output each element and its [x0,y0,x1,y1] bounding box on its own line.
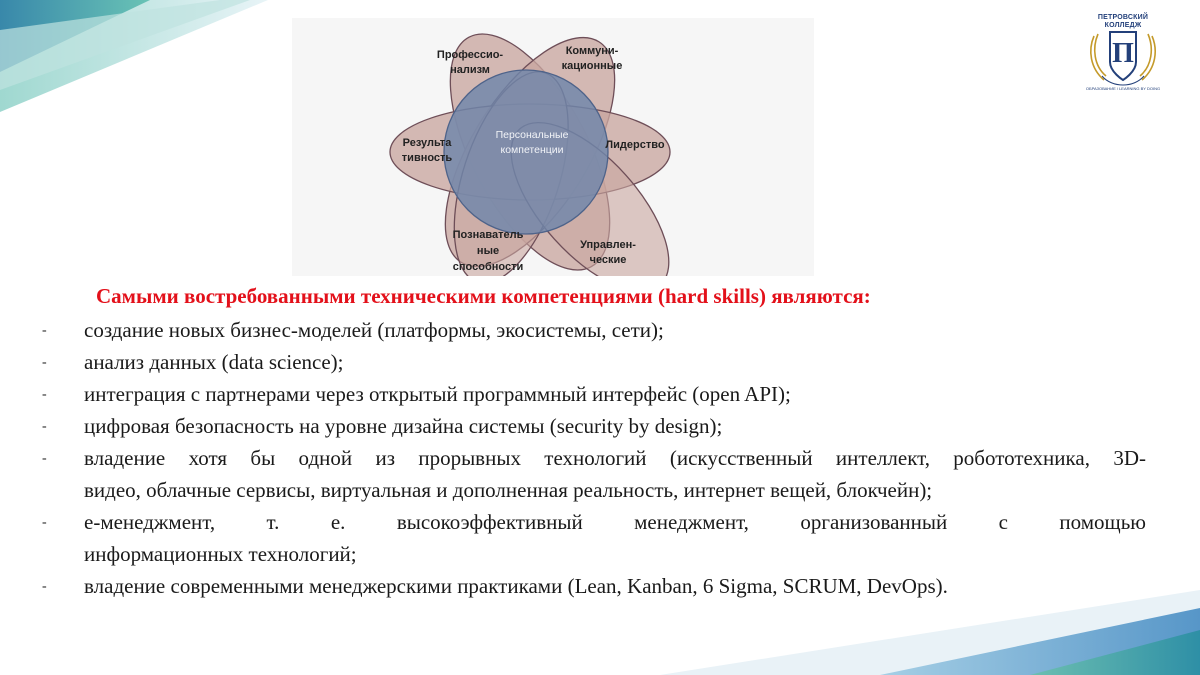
list-item [40,346,1146,378]
svg-text:П: П [1112,38,1134,69]
list-item [40,570,1146,602]
bullet-marker: - [42,579,47,594]
petal-label-communication: Коммуни-кационные [561,45,623,72]
list-item-text-line1: владение хотя бы одной из прорывных технологий (искусственный интеллект, робототехника, 3D- [84,446,1146,470]
list-item-text: интеграция с партнерами через открытый программный интерфейс (open API); [84,382,791,406]
hard-skills-list [40,314,1146,602]
list-item [40,442,1146,506]
list-item-text: создание новых бизнес-моделей (платформы, экосистемы, сети); [84,318,664,342]
list-item-text-line1: е-менеджмент, т. е. высокоэффективный менеджмент, организованный с помощью [84,510,1146,534]
list-item-text-line2: видео, облачные сервисы, виртуальная и дополненная реальность, интернет вещей, блокчейн); [84,478,933,502]
petal-label-cognitive: Познаватель ные способности [452,229,524,273]
list-item [40,410,1146,442]
center-label: Персональные компетенции [495,129,569,156]
list-item [40,506,1146,570]
petal-label-leadership: Лидерство [605,139,665,151]
list-item [40,314,1146,346]
list-item-text-line2: информационных технологий; [84,542,357,566]
bullet-marker: - [42,355,47,370]
bullet-marker: - [42,387,47,402]
college-name-line1: ПЕТРОВСКИЙ [1097,14,1149,21]
list-item-text: анализ данных (data science); [84,350,344,374]
petal-label-managerial: Управлен-ческие [580,239,636,266]
list-item-text: владение современными менеджерскими практиками (Lean, Kanban, 6 Sigma, SCRUM, DevOps). [84,574,948,598]
list-item-text: цифровая безопасность на уровне дизайна системы (security by design); [84,414,723,438]
petal-label-professionalism: Профессио-нализм [436,49,504,76]
college-name-line2: КОЛЛЕДЖ [1104,22,1142,29]
petal-label-results: Результа тивность [401,137,453,164]
college-name [1082,14,1164,30]
bullet-marker: - [42,323,47,338]
list-item [40,378,1146,410]
competence-diagram [292,18,814,276]
slide-heading: Самыми востребованными техническими компетенциями (hard skills) являются: [96,284,871,308]
bullet-marker: - [42,419,47,434]
bullet-marker: - [42,515,47,530]
svg-text:ОБРАЗОВАНИЕ / LEARNING BY DOIN: ОБРАЗОВАНИЕ / LEARNING BY DOING [1085,86,1161,91]
bullet-marker: - [42,451,47,466]
